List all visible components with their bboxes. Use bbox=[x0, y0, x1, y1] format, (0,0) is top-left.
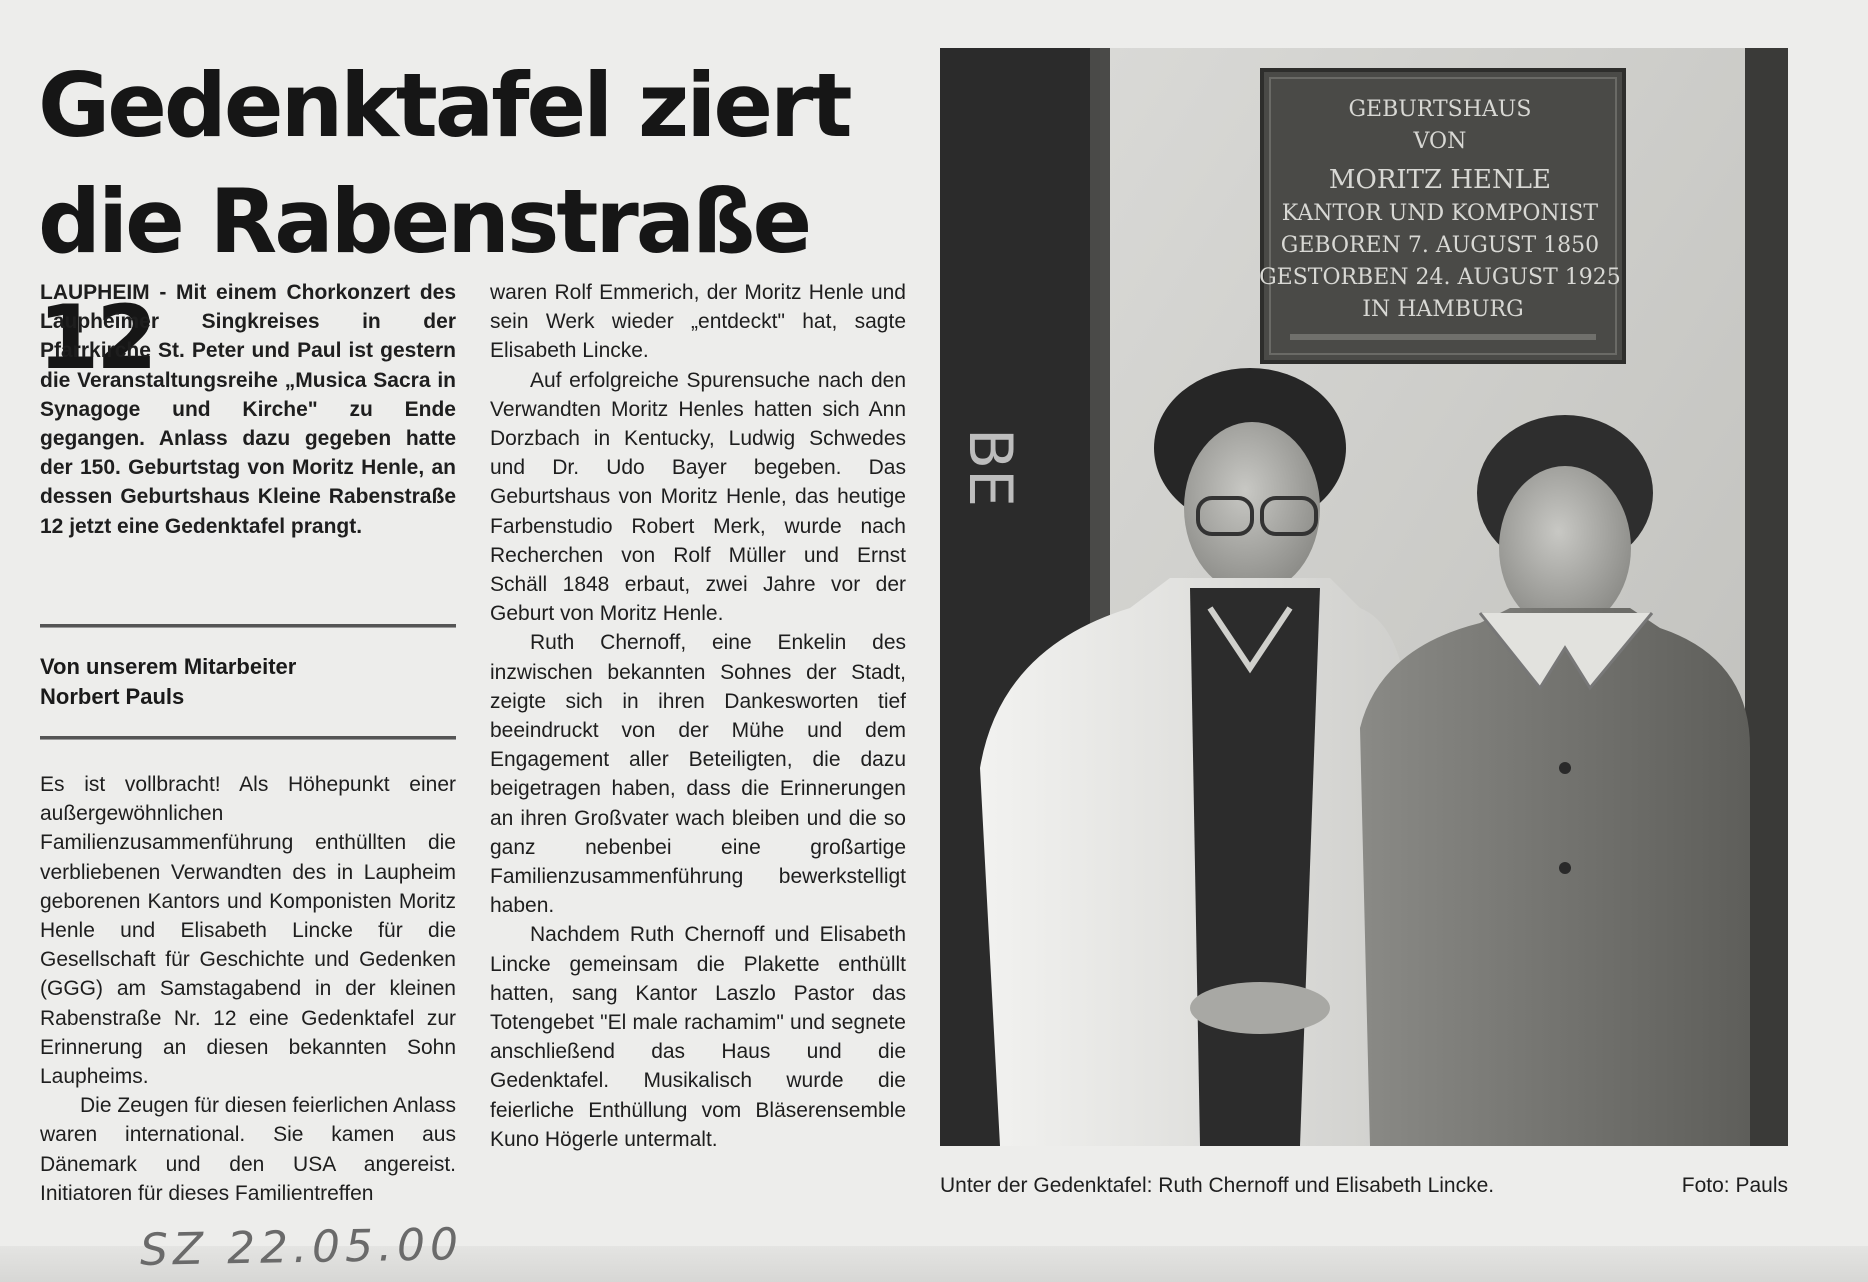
lead-paragraph: LAUPHEIM - Mit einem Chorkonzert des Laupheimer Singkreises in der Pfarrkirche St. Peter und Paul ist gestern die Veranstaltungsreihe „Musica Sacra in Synagoge und Kirche" zu Ende gegangen. Anlass dazu gegeben hatte der 150. Geburtstag von Moritz Henle, an dessen Geburtshaus Kleine Rabenstraße 12 jetzt eine Gedenktafel prangt. bbox=[40, 281, 456, 538]
byline-author: Norbert Pauls bbox=[40, 684, 185, 709]
plaque-line-6: GESTORBEN 24. AUGUST 1925 bbox=[1259, 265, 1621, 290]
body-column-1 bbox=[40, 770, 456, 1208]
headline-line-1: Gedenktafel ziert bbox=[38, 54, 850, 157]
paragraph: Es ist vollbracht! Als Höhepunkt einer außergewöhnlichen Familienzusammenführung enthüllten die verbliebenen Verwandten des in Laupheim geborenen Kantors und Komponisten Moritz Henle und Elisabeth Lincke für die Gesellschaft für Geschichte und Gedenken (GGG) am Samstagabend in der kleinen Rabenstraße Nr. 12 eine Gedenktafel zur Erinnerung an diesen bekannten Sohn Laupheims. bbox=[40, 773, 456, 1089]
photo-credit: Foto: Pauls bbox=[1681, 1174, 1788, 1197]
svg-text:BE: BE bbox=[955, 428, 1025, 508]
paragraph: waren Rolf Emmerich, der Moritz Henle und sein Werk wieder „entdeckt" hat, sagte Elisabeth Lincke. bbox=[490, 281, 906, 363]
paragraph: Die Zeugen für diesen feierlichen Anlass waren international. Sie kamen aus Dänemark und den USA angereist. Initiatoren für dieses Familientreffen bbox=[40, 1094, 456, 1205]
divider-rule-bottom bbox=[40, 736, 456, 740]
plaque-line-1: GEBURTSHAUS bbox=[1348, 97, 1532, 122]
plaque-line-3: MORITZ HENLE bbox=[1328, 165, 1551, 195]
headline-line-2: die Rabenstraße 12 bbox=[38, 170, 810, 389]
byline bbox=[40, 652, 460, 712]
memorial-plaque bbox=[1259, 70, 1627, 362]
plaque-line-2: VON bbox=[1413, 129, 1467, 154]
photo-illustration bbox=[940, 48, 1788, 1146]
press-photo bbox=[940, 48, 1788, 1146]
body-column-2 bbox=[490, 278, 906, 1154]
caption-text: Unter der Gedenktafel: Ruth Chernoff und Elisabeth Lincke. bbox=[940, 1174, 1495, 1197]
paragraph: Ruth Chernoff, eine Enkelin des inzwischen bekannten Sohnes der Stadt, zeigte sich in ihren Dankesworten tief beeindruckt von der Mühe und dem Engagement aller Beteiligten, die dazu beigetragen haben, dass die Erinnerungen an ihren Großvater wach bleiben und die so ganz nebenbei eine großartige Familienzusammenführung bewerkstelligt haben. bbox=[490, 631, 906, 918]
plaque-line-4: KANTOR UND KOMPONIST bbox=[1281, 201, 1599, 226]
paragraph: Auf erfolgreiche Spurensuche nach den Verwandten Moritz Henles hatten sich Ann Dorzbach in Kentucky, Ludwig Schwedes und Dr. Udo Bayer begeben. Das Geburtshaus von Moritz Henle, das heutige Farbenstudio Robert Merk, wurde nach Recherchen von Rolf Müller und Ernst Schäll 1848 erbaut, zwei Jahre vor der Geburt von Moritz Henle. bbox=[490, 368, 906, 626]
plaque-line-5: GEBOREN 7. AUGUST 1850 bbox=[1280, 233, 1600, 258]
byline-role: Von unserem Mitarbeiter bbox=[40, 654, 297, 679]
paragraph: Nachdem Ruth Chernoff und Elisabeth Lincke gemeinsam die Plakette enthüllt hatten, sang Kantor Laszlo Pastor das Totengebet "El male rachamim" und segnete anschließend das Haus und die Gedenktafel. Musikalisch wurde die feierliche Enthüllung vom Bläserensemble Kuno Högerle untermalt. bbox=[490, 923, 906, 1151]
divider-rule-top bbox=[40, 624, 456, 628]
lead-column bbox=[40, 278, 456, 541]
plaque-line-7: IN HAMBURG bbox=[1362, 297, 1524, 322]
photo-caption bbox=[940, 1174, 1788, 1198]
handwritten-date-stamp: SZ 22.05.00 bbox=[139, 1219, 464, 1276]
